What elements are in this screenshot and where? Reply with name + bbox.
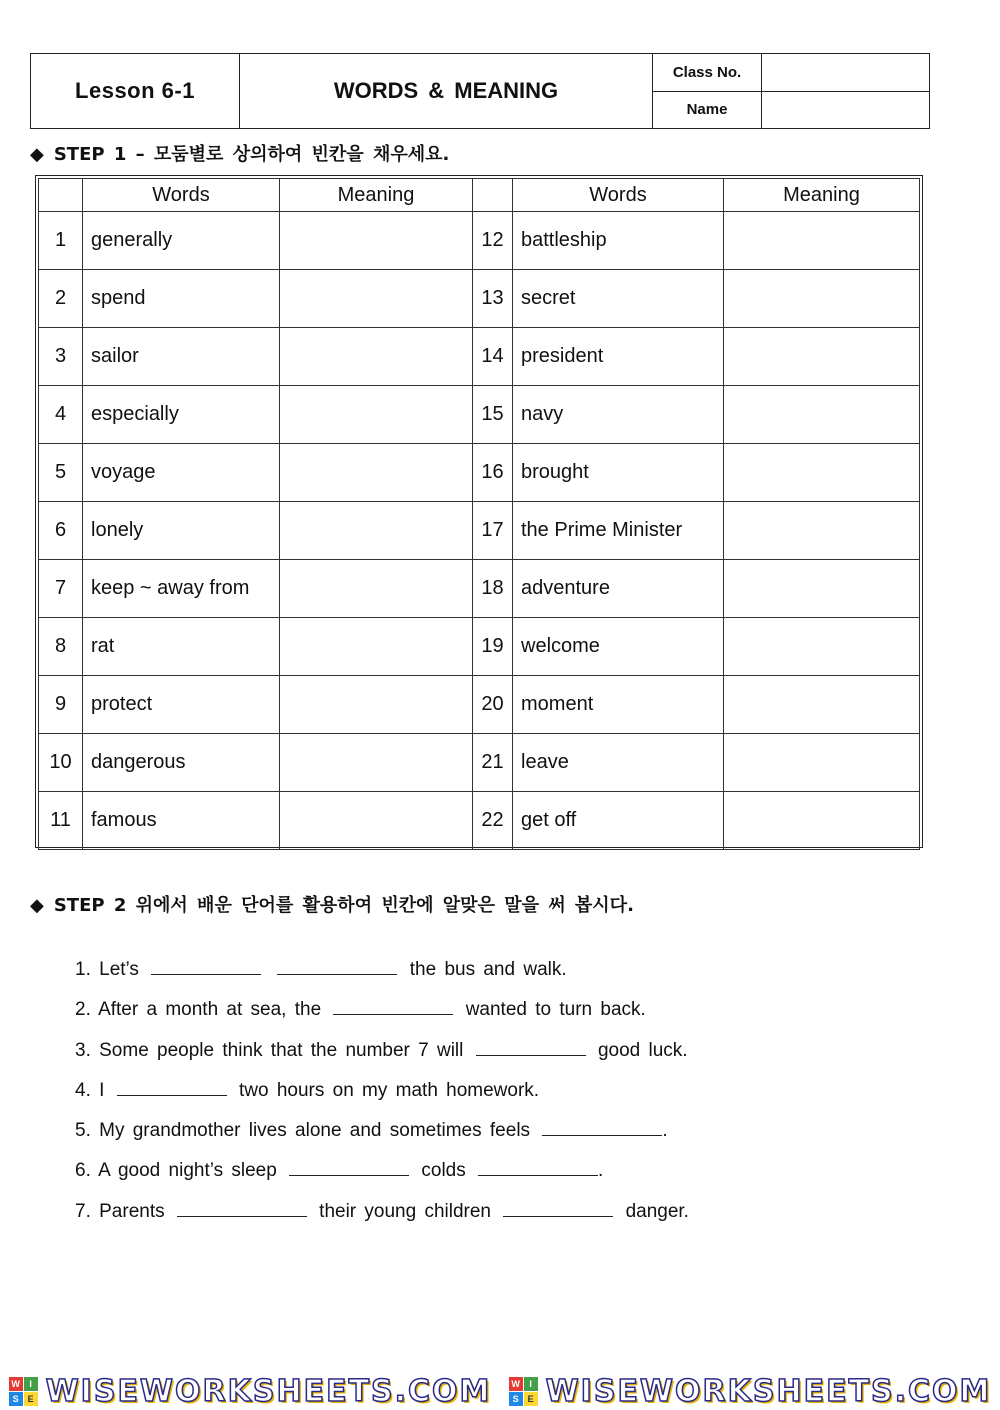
meaning-cell[interactable] — [724, 618, 920, 676]
class-no-field[interactable] — [762, 54, 929, 91]
sentence-text: 3. Some people think that the number 7 will — [75, 1039, 464, 1061]
word-text: protect — [83, 676, 280, 734]
word-number: 1 — [39, 212, 83, 270]
word-number: 10 — [39, 734, 83, 792]
meaning-cell[interactable] — [280, 792, 473, 850]
sentence-text: 5. My grandmother lives alone and sometimes feels — [75, 1120, 531, 1142]
answer-blank[interactable] — [333, 994, 453, 1015]
word-number: 3 — [39, 328, 83, 386]
watermark-text: WISEWORKSHEETS.COM — [45, 1373, 492, 1409]
meaning-cell[interactable] — [280, 212, 473, 270]
meaning-cell[interactable] — [724, 734, 920, 792]
word-number: 19 — [473, 618, 513, 676]
word-number: 9 — [39, 676, 83, 734]
table-row — [39, 560, 920, 618]
sentence-7 — [75, 1192, 689, 1232]
word-number: 4 — [39, 386, 83, 444]
step1-text: STEP 1 – 모둠별로 상의하여 빈칸을 채우세요. — [53, 144, 450, 165]
table-header-row — [39, 179, 920, 212]
word-number: 8 — [39, 618, 83, 676]
meaning-cell[interactable] — [724, 328, 920, 386]
sentence-text: 4. I — [75, 1079, 105, 1101]
words-header: Words — [83, 179, 280, 212]
word-text: famous — [83, 792, 280, 850]
word-text: welcome — [513, 618, 724, 676]
sentence-text: their young children — [319, 1200, 491, 1222]
word-text: leave — [513, 734, 724, 792]
word-number: 17 — [473, 502, 513, 560]
table-row — [39, 502, 920, 560]
meaning-cell[interactable] — [724, 560, 920, 618]
word-text: brought — [513, 444, 724, 502]
watermark-footer — [0, 1372, 1000, 1410]
sentence-3 — [75, 1031, 689, 1071]
word-text: voyage — [83, 444, 280, 502]
word-number: 22 — [473, 792, 513, 850]
meaning-header: Meaning — [724, 179, 920, 212]
student-info — [653, 54, 929, 128]
step1-heading — [30, 140, 449, 166]
sentence-text: . — [662, 1120, 668, 1142]
meaning-cell[interactable] — [280, 734, 473, 792]
watermark — [509, 1374, 992, 1409]
word-number: 14 — [473, 328, 513, 386]
name-label: Name — [653, 92, 762, 129]
word-number: 5 — [39, 444, 83, 502]
table-row — [39, 212, 920, 270]
word-number: 2 — [39, 270, 83, 328]
meaning-header: Meaning — [280, 179, 473, 212]
word-text: especially — [83, 386, 280, 444]
meaning-cell[interactable] — [724, 444, 920, 502]
word-text: president — [513, 328, 724, 386]
lesson-label: Lesson 6-1 — [31, 54, 240, 128]
table-row — [39, 676, 920, 734]
word-number: 12 — [473, 212, 513, 270]
word-text: spend — [83, 270, 280, 328]
sentence-6 — [75, 1151, 689, 1191]
table-row — [39, 792, 920, 850]
sentence-text: . — [598, 1160, 604, 1182]
word-number: 18 — [473, 560, 513, 618]
num-header — [473, 179, 513, 212]
sentence-text: two hours on my math homework. — [238, 1079, 540, 1101]
num-header — [39, 179, 83, 212]
sentence-text: colds — [421, 1160, 466, 1182]
word-text: sailor — [83, 328, 280, 386]
meaning-cell[interactable] — [280, 270, 473, 328]
table-row — [39, 618, 920, 676]
sentence-text: 7. Parents — [75, 1200, 165, 1222]
word-number: 7 — [39, 560, 83, 618]
meaning-cell[interactable] — [724, 792, 920, 850]
table-row — [39, 270, 920, 328]
word-text: adventure — [513, 560, 724, 618]
word-number: 15 — [473, 386, 513, 444]
wise-logo-icon: W I S E — [509, 1377, 538, 1406]
word-text: dangerous — [83, 734, 280, 792]
meaning-cell[interactable] — [280, 328, 473, 386]
word-text: keep ~ away from — [83, 560, 280, 618]
word-text: the Prime Minister — [513, 502, 724, 560]
sentence-4 — [75, 1071, 689, 1111]
word-number: 13 — [473, 270, 513, 328]
meaning-cell[interactable] — [724, 212, 920, 270]
table-row — [39, 734, 920, 792]
answer-blank[interactable] — [177, 1196, 307, 1217]
watermark — [9, 1374, 492, 1409]
meaning-cell[interactable] — [280, 676, 473, 734]
word-text: navy — [513, 386, 724, 444]
meaning-cell[interactable] — [280, 444, 473, 502]
sentence-text: the bus and walk. — [409, 959, 567, 980]
sentence-text: 2. After a month at sea, the — [75, 999, 322, 1021]
meaning-cell[interactable] — [724, 676, 920, 734]
worksheet-title: WORDS & MEANING — [240, 54, 653, 128]
answer-blank[interactable] — [476, 1035, 586, 1056]
meaning-cell[interactable] — [724, 502, 920, 560]
words-table — [38, 178, 920, 850]
diamond-icon: ◆ — [30, 895, 44, 916]
word-number: 16 — [473, 444, 513, 502]
step2-heading — [30, 891, 634, 917]
name-row — [653, 91, 929, 129]
sentence-1 — [75, 950, 689, 990]
word-number: 6 — [39, 502, 83, 560]
word-number: 11 — [39, 792, 83, 850]
meaning-cell[interactable] — [280, 502, 473, 560]
sentence-2 — [75, 990, 689, 1030]
diamond-icon: ◆ — [30, 144, 44, 165]
class-no-label: Class No. — [653, 54, 762, 91]
words-table-frame — [35, 175, 923, 848]
table-row — [39, 328, 920, 386]
word-text: secret — [513, 270, 724, 328]
word-number: 20 — [473, 676, 513, 734]
answer-blank[interactable] — [277, 954, 397, 975]
answer-blank[interactable] — [478, 1155, 598, 1176]
table-row — [39, 444, 920, 502]
word-number: 21 — [473, 734, 513, 792]
meaning-cell[interactable] — [280, 618, 473, 676]
meaning-cell[interactable] — [724, 386, 920, 444]
words-header: Words — [513, 179, 724, 212]
word-text: moment — [513, 676, 724, 734]
meaning-cell[interactable] — [724, 270, 920, 328]
answer-blank[interactable] — [542, 1115, 662, 1136]
sentence-5 — [75, 1111, 689, 1151]
class-no-row — [653, 54, 929, 91]
sentence-text: good luck. — [597, 1039, 688, 1061]
word-text: get off — [513, 792, 724, 850]
word-text: rat — [83, 618, 280, 676]
word-text: lonely — [83, 502, 280, 560]
sentence-list — [75, 950, 689, 1232]
answer-blank[interactable] — [503, 1196, 613, 1217]
worksheet-header — [30, 53, 930, 129]
name-field[interactable] — [762, 92, 929, 129]
answer-blank[interactable] — [289, 1155, 409, 1176]
meaning-cell[interactable] — [280, 560, 473, 618]
sentence-text: wanted to turn back. — [465, 999, 646, 1021]
step2-text: STEP 2 위에서 배운 단어를 활용하여 빈칸에 알맞은 말을 써 봅시다. — [53, 895, 634, 916]
table-row — [39, 386, 920, 444]
watermark-text: WISEWORKSHEETS.COM — [545, 1373, 992, 1409]
answer-blank[interactable] — [117, 1075, 227, 1096]
word-text: generally — [83, 212, 280, 270]
sentence-text: danger. — [625, 1200, 689, 1222]
word-text: battleship — [513, 212, 724, 270]
answer-blank[interactable] — [151, 954, 261, 975]
sentence-text: 6. A good night’s sleep — [75, 1160, 277, 1182]
wise-logo-icon: W I S E — [9, 1377, 38, 1406]
meaning-cell[interactable] — [280, 386, 473, 444]
sentence-text: 1. Let’s — [75, 959, 139, 980]
